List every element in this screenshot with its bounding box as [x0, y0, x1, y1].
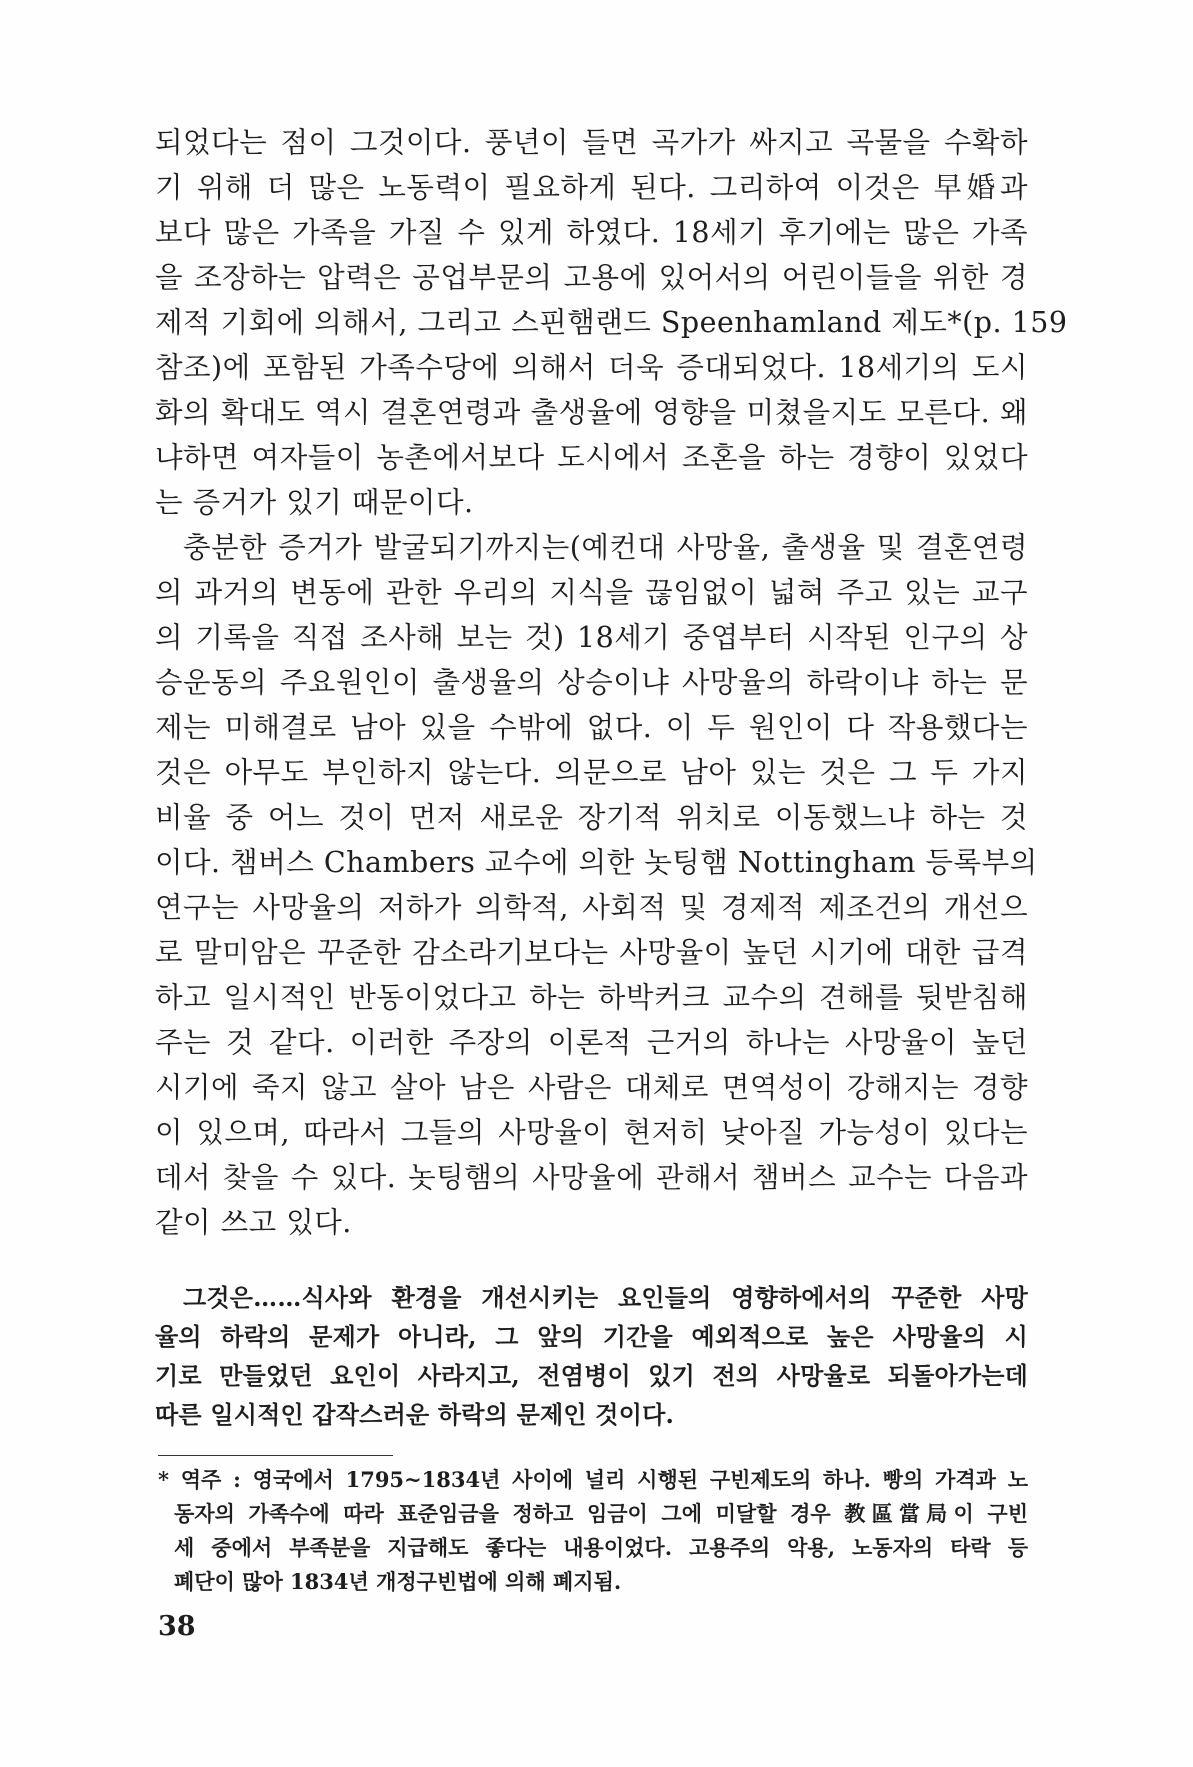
paragraph-line: 이 있으며, 따라서 그들의 사망율이 현저히 낮아질 가능성이 있다는 — [155, 1116, 1028, 1149]
footnote-line: 폐단이 많아 1834년 개정구빈법에 의해 폐지됨. — [174, 1569, 622, 1594]
footnote-line: 동자의 가족수에 따라 표준임금을 정하고 임금이 그에 미달할 경우 教區當局이 구빈 — [174, 1501, 1028, 1526]
paragraph-line: 을 조장하는 압력은 공업부문의 고용에 있어서의 어린이들을 위한 경 — [155, 261, 1028, 294]
quote-line: 기로 만들었던 요인이 사라지고, 전염병이 있기 전의 사망율로 되돌아가는데 — [155, 1361, 1028, 1390]
paragraph-line: 승운동의 주요원인이 출생율의 상승이냐 사망율의 하락이냐 하는 문 — [155, 666, 1028, 699]
paragraph-line: 데서 찾을 수 있다. 놋팅햄의 사망율에 관해서 챔버스 교수는 다음과 — [155, 1161, 1028, 1194]
paragraph-line: 화의 확대도 역시 결혼연령과 출생율에 영향을 미쳤을지도 모른다. 왜 — [155, 396, 1028, 429]
paragraph-line: 의 과거의 변동에 관한 우리의 지식을 끊임없이 넓혀 주고 있는 교구 — [155, 576, 1028, 609]
paragraph-line: 같이 쓰고 있다. — [155, 1206, 352, 1239]
paragraph-line: 하고 일시적인 반동이었다고 하는 하박커크 교수의 견해를 뒷받침해 — [155, 981, 1028, 1014]
paragraph-line: 의 기록을 직접 조사해 보는 것) 18세기 중엽부터 시작된 인구의 상 — [155, 621, 1028, 654]
paragraph-line: 냐하면 여자들이 농촌에서보다 도시에서 조혼을 하는 경향이 있었다 — [155, 441, 1028, 474]
paragraph-line: 비율 중 어느 것이 먼저 새로운 장기적 위치로 이동했느냐 하는 것 — [155, 801, 1028, 834]
page-number: 38 — [158, 1611, 196, 1642]
footnote-line: 세 중에서 부족분을 지급해도 좋다는 내용이었다. 고용주의 악용, 노동자의 타락 등 — [174, 1535, 1028, 1560]
paragraph-line: 는 증거가 있기 때문이다. — [155, 486, 474, 519]
footnote-divider — [158, 1455, 393, 1456]
quote-line: 따른 일시적인 갑작스러운 하락의 문제인 것이다. — [155, 1400, 675, 1429]
paragraph-2 — [155, 525, 1038, 1245]
footnote-line: * 역주 : 영국에서 1795~1834년 사이에 널리 시행된 구빈제도의 하나. 빵의 가격과 노 — [158, 1467, 1028, 1492]
paragraph-line: 연구는 사망율의 저하가 의학적, 사회적 및 경제적 제조건의 개선으 — [155, 891, 1028, 924]
block-quote — [155, 1278, 1028, 1434]
paragraph-line: 참조)에 포함된 가족수당에 의해서 더욱 증대되었다. 18세기의 도시 — [155, 351, 1028, 384]
paragraph-line: 제적 기회에 의해서, 그리고 스핀햄랜드 Speenhamland 제도*(p. 159 — [155, 306, 1068, 339]
paragraph-line: 시기에 죽지 않고 살아 남은 사람은 대체로 면역성이 강해지는 경향 — [155, 1071, 1028, 1104]
paragraph-1 — [155, 120, 1068, 525]
footnote — [158, 1463, 1028, 1599]
paragraph-line: 로 말미암은 꾸준한 감소라기보다는 사망율이 높던 시기에 대한 급격 — [155, 936, 1028, 969]
quote-line: 그것은……식사와 환경을 개선시키는 요인들의 영향하에서의 꾸준한 사망 — [183, 1283, 1028, 1312]
paragraph-line: 제는 미해결로 남아 있을 수밖에 없다. 이 두 원인이 다 작용했다는 — [155, 711, 1028, 744]
paragraph-line: 기 위해 더 많은 노동력이 필요하게 된다. 그리하여 이것은 早婚과 — [155, 171, 1028, 204]
paragraph-line: 보다 많은 가족을 가질 수 있게 하였다. 18세기 후기에는 많은 가족 — [155, 216, 1028, 249]
paragraph-line: 주는 것 같다. 이러한 주장의 이론적 근거의 하나는 사망율이 높던 — [155, 1026, 1028, 1059]
paragraph-line: 충분한 증거가 발굴되기까지는(예컨대 사망율, 출생율 및 결혼연령 — [183, 531, 1028, 564]
paragraph-line: 것은 아무도 부인하지 않는다. 의문으로 남아 있는 것은 그 두 가지 — [155, 756, 1028, 789]
paragraph-line: 되었다는 점이 그것이다. 풍년이 들면 곡가가 싸지고 곡물을 수확하 — [155, 126, 1028, 159]
quote-line: 율의 하락의 문제가 아니라, 그 앞의 기간을 예외적으로 높은 사망율의 시 — [155, 1322, 1028, 1351]
paragraph-line: 이다. 챔버스 Chambers 교수에 의한 놋팅햄 Nottingham 등록부의 — [155, 846, 1038, 879]
